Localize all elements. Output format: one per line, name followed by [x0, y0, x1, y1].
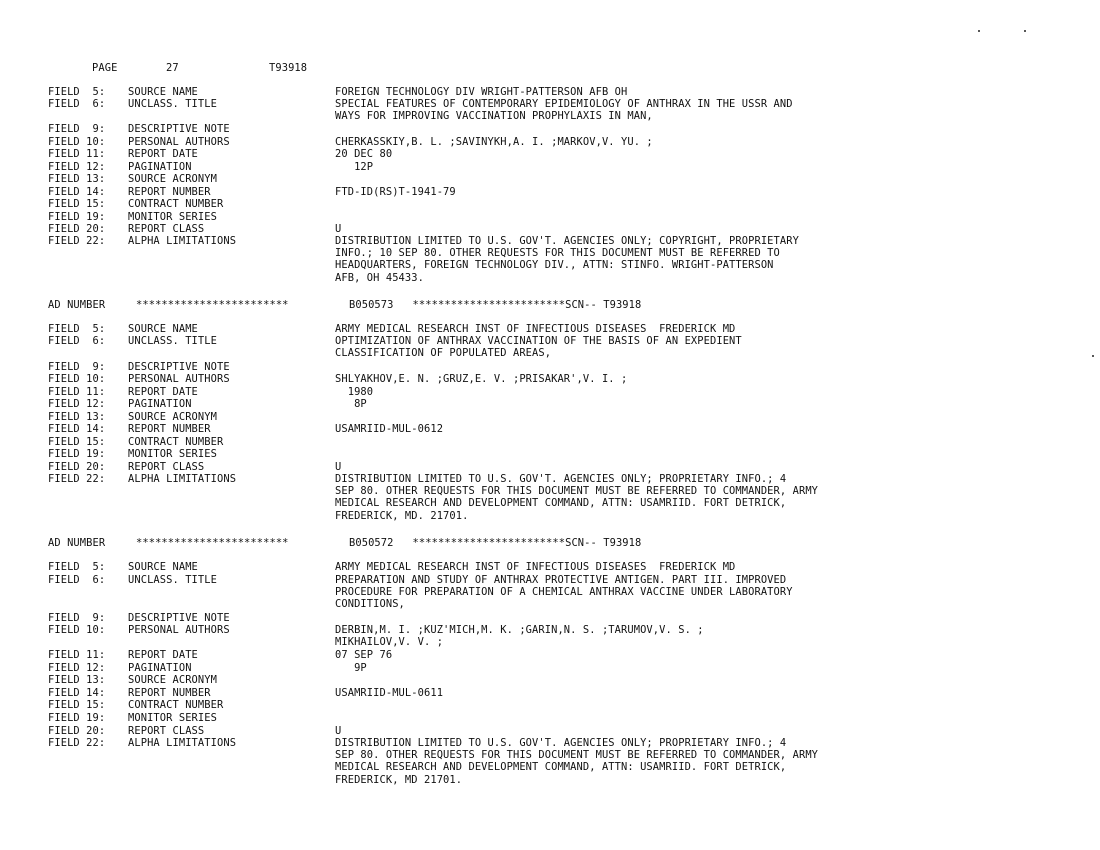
authors-value: MIKHAILOV,V. V. ;	[335, 636, 444, 648]
source-name-value: ARMY MEDICAL RESEARCH INST OF INFECTIOUS DISEASES FREDERICK MD	[335, 323, 736, 335]
document-code: T93918	[269, 62, 308, 74]
field-label: FIELD 5:	[48, 86, 106, 98]
field-name: ALPHA LIMITATIONS	[128, 737, 237, 749]
field-name: DESCRIPTIVE NOTE	[128, 361, 230, 373]
ad-number-row	[0, 537, 1100, 550]
field-11-row	[0, 148, 1100, 161]
field-label: FIELD 6:	[48, 98, 106, 110]
page-label: PAGE	[92, 62, 118, 74]
ad-number-label: AD NUMBER	[48, 537, 106, 549]
field-14-row	[0, 423, 1100, 436]
title-line: CONDITIONS,	[335, 598, 405, 610]
field-label: FIELD 20:	[48, 223, 106, 235]
field-13-row	[0, 173, 1100, 186]
limitation-line: MEDICAL RESEARCH AND DEVELOPMENT COMMAND, ATTN: USAMRIID. FORT DETRICK,	[335, 761, 787, 773]
field-name: PAGINATION	[128, 662, 192, 674]
field-name: REPORT DATE	[128, 148, 198, 160]
report-date-value: 07 SEP 76	[335, 649, 393, 661]
field-label: FIELD 20:	[48, 725, 106, 737]
separator-stars: ************************	[136, 537, 289, 549]
field-name: PAGINATION	[128, 398, 192, 410]
report-number-value: FTD-ID(RS)T-1941-79	[335, 186, 456, 198]
field-11-row	[0, 649, 1100, 662]
title-line: SPECIAL FEATURES OF CONTEMPORARY EPIDEMIOLOGY OF ANTHRAX IN THE USSR AND	[335, 98, 793, 110]
field-name: CONTRACT NUMBER	[128, 436, 224, 448]
field-label: FIELD 19:	[48, 448, 106, 460]
field-name: REPORT NUMBER	[128, 186, 211, 198]
limitation-line: SEP 80. OTHER REQUESTS FOR THIS DOCUMENT MUST BE REFERRED TO COMMANDER, ARMY	[335, 485, 819, 497]
field-name: UNCLASS. TITLE	[128, 574, 217, 586]
field-label: FIELD 15:	[48, 436, 106, 448]
field-label: FIELD 6:	[48, 574, 106, 586]
field-name: REPORT DATE	[128, 386, 198, 398]
field-label: FIELD 13:	[48, 173, 106, 185]
field-name: REPORT NUMBER	[128, 423, 211, 435]
limitation-line: MEDICAL RESEARCH AND DEVELOPMENT COMMAND, ATTN: USAMRIID. FORT DETRICK,	[335, 497, 787, 509]
limitation-line: DISTRIBUTION LIMITED TO U.S. GOV'T. AGENCIES ONLY; PROPRIETARY INFO.; 4	[335, 473, 787, 485]
ad-number-row	[0, 299, 1100, 312]
field-name: PERSONAL AUTHORS	[128, 136, 230, 148]
limitation-line: SEP 80. OTHER REQUESTS FOR THIS DOCUMENT MUST BE REFERRED TO COMMANDER, ARMY	[335, 749, 819, 761]
ad-number-value: B050572 ************************SCN-- T93918	[349, 537, 642, 549]
report-class-value: U	[335, 461, 342, 473]
field-label: FIELD 11:	[48, 148, 106, 160]
field-6-continuation	[0, 598, 1100, 611]
field-label: FIELD 14:	[48, 186, 106, 198]
ad-number-value: B050573 ************************SCN-- T93918	[349, 299, 642, 311]
separator-stars: ************************	[136, 299, 289, 311]
scan-speck	[1092, 355, 1094, 357]
ad-number-label: AD NUMBER	[48, 299, 106, 311]
field-name: ALPHA LIMITATIONS	[128, 473, 237, 485]
title-line: OPTIMIZATION OF ANTHRAX VACCINATION OF THE BASIS OF AN EXPEDIENT	[335, 335, 742, 347]
field-22-continuation	[0, 761, 1100, 774]
field-name: UNCLASS. TITLE	[128, 335, 217, 347]
field-label: FIELD 10:	[48, 136, 106, 148]
field-name: SOURCE ACRONYM	[128, 173, 217, 185]
field-name: REPORT NUMBER	[128, 687, 211, 699]
field-name: PAGINATION	[128, 161, 192, 173]
limitation-line: FREDERICK, MD 21701.	[335, 774, 463, 786]
field-label: FIELD 22:	[48, 235, 106, 247]
field-label: FIELD 9:	[48, 612, 106, 624]
field-label: FIELD 9:	[48, 123, 106, 135]
limitation-line: DISTRIBUTION LIMITED TO U.S. GOV'T. AGENCIES ONLY; COPYRIGHT, PROPRIETARY	[335, 235, 799, 247]
field-22-continuation	[0, 259, 1100, 272]
field-12-row	[0, 398, 1100, 411]
limitation-line: FREDERICK, MD. 21701.	[335, 510, 469, 522]
field-name: REPORT DATE	[128, 649, 198, 661]
field-name: DESCRIPTIVE NOTE	[128, 123, 230, 135]
field-13-row	[0, 674, 1100, 687]
field-22-continuation	[0, 272, 1100, 285]
field-15-row	[0, 699, 1100, 712]
pagination-value: 9P	[335, 662, 367, 674]
report-class-value: U	[335, 223, 342, 235]
field-label: FIELD 11:	[48, 386, 106, 398]
limitation-line: AFB, OH 45433.	[335, 272, 424, 284]
pagination-value: 8P	[335, 398, 367, 410]
field-10-continuation	[0, 636, 1100, 649]
field-name: MONITOR SERIES	[128, 211, 217, 223]
field-22-continuation	[0, 774, 1100, 787]
field-10-row	[0, 373, 1100, 386]
field-9-row	[0, 123, 1100, 136]
field-name: PERSONAL AUTHORS	[128, 624, 230, 636]
field-name: SOURCE ACRONYM	[128, 674, 217, 686]
field-label: FIELD 5:	[48, 561, 106, 573]
field-22-continuation	[0, 510, 1100, 523]
field-name: UNCLASS. TITLE	[128, 98, 217, 110]
field-label: FIELD 12:	[48, 398, 106, 410]
field-label: FIELD 20:	[48, 461, 106, 473]
field-label: FIELD 14:	[48, 687, 106, 699]
limitation-line: INFO.; 10 SEP 80. OTHER REQUESTS FOR THIS DOCUMENT MUST BE REFERRED TO	[335, 247, 780, 259]
field-19-row	[0, 712, 1100, 725]
field-name: ALPHA LIMITATIONS	[128, 235, 237, 247]
report-number-value: USAMRIID-MUL-0611	[335, 687, 444, 699]
field-label: FIELD 22:	[48, 737, 106, 749]
field-label: FIELD 13:	[48, 411, 106, 423]
field-label: FIELD 12:	[48, 161, 106, 173]
field-label: FIELD 15:	[48, 699, 106, 711]
field-label: FIELD 5:	[48, 323, 106, 335]
field-label: FIELD 19:	[48, 211, 106, 223]
field-label: FIELD 22:	[48, 473, 106, 485]
field-name: SOURCE NAME	[128, 86, 198, 98]
page-number: 27	[166, 62, 179, 74]
field-19-row	[0, 448, 1100, 461]
field-name: MONITOR SERIES	[128, 448, 217, 460]
authors-value: SHLYAKHOV,E. N. ;GRUZ,E. V. ;PRISAKAR',V. I. ;	[335, 373, 628, 385]
field-name: SOURCE NAME	[128, 323, 198, 335]
source-name-value: FOREIGN TECHNOLOGY DIV WRIGHT-PATTERSON AFB OH	[335, 86, 628, 98]
field-label: FIELD 11:	[48, 649, 106, 661]
field-6-continuation	[0, 347, 1100, 360]
field-label: FIELD 12:	[48, 662, 106, 674]
report-number-value: USAMRIID-MUL-0612	[335, 423, 444, 435]
field-name: REPORT CLASS	[128, 461, 205, 473]
field-label: FIELD 15:	[48, 198, 106, 210]
field-name: DESCRIPTIVE NOTE	[128, 612, 230, 624]
field-label: FIELD 10:	[48, 624, 106, 636]
authors-value: CHERKASSKIY,B. L. ;SAVINYKH,A. I. ;MARKOV,V. YU. ;	[335, 136, 653, 148]
field-label: FIELD 19:	[48, 712, 106, 724]
limitation-line: HEADQUARTERS, FOREIGN TECHNOLOGY DIV., ATTN: STINFO. WRIGHT-PATTERSON	[335, 259, 774, 271]
field-name: SOURCE NAME	[128, 561, 198, 573]
report-date-value: 20 DEC 80	[335, 148, 393, 160]
report-class-value: U	[335, 725, 342, 737]
field-22-continuation	[0, 497, 1100, 510]
field-label: FIELD 14:	[48, 423, 106, 435]
title-line: PREPARATION AND STUDY OF ANTHRAX PROTECTIVE ANTIGEN. PART III. IMPROVED	[335, 574, 787, 586]
scan-speck	[978, 30, 980, 32]
field-name: PERSONAL AUTHORS	[128, 373, 230, 385]
field-label: FIELD 13:	[48, 674, 106, 686]
field-name: CONTRACT NUMBER	[128, 198, 224, 210]
title-line: CLASSIFICATION OF POPULATED AREAS,	[335, 347, 552, 359]
limitation-line: DISTRIBUTION LIMITED TO U.S. GOV'T. AGENCIES ONLY; PROPRIETARY INFO.; 4	[335, 737, 787, 749]
field-label: FIELD 6:	[48, 335, 106, 347]
field-name: MONITOR SERIES	[128, 712, 217, 724]
field-5-row	[0, 561, 1100, 574]
field-name: SOURCE ACRONYM	[128, 411, 217, 423]
report-date-value: 1980	[335, 386, 374, 398]
scan-speck	[1024, 30, 1026, 32]
field-name: CONTRACT NUMBER	[128, 699, 224, 711]
field-6-continuation	[0, 110, 1100, 123]
field-label: FIELD 10:	[48, 373, 106, 385]
pagination-value: 12P	[335, 161, 374, 173]
field-15-row	[0, 198, 1100, 211]
authors-value: DERBIN,M. I. ;KUZ'MICH,M. K. ;GARIN,N. S. ;TARUMOV,V. S. ;	[335, 624, 704, 636]
field-label: FIELD 9:	[48, 361, 106, 373]
title-line: PROCEDURE FOR PREPARATION OF A CHEMICAL ANTHRAX VACCINE UNDER LABORATORY	[335, 586, 793, 598]
field-name: REPORT CLASS	[128, 223, 205, 235]
source-name-value: ARMY MEDICAL RESEARCH INST OF INFECTIOUS DISEASES FREDERICK MD	[335, 561, 736, 573]
field-name: REPORT CLASS	[128, 725, 205, 737]
title-line: WAYS FOR IMPROVING VACCINATION PROPHYLAXIS IN MAN,	[335, 110, 653, 122]
